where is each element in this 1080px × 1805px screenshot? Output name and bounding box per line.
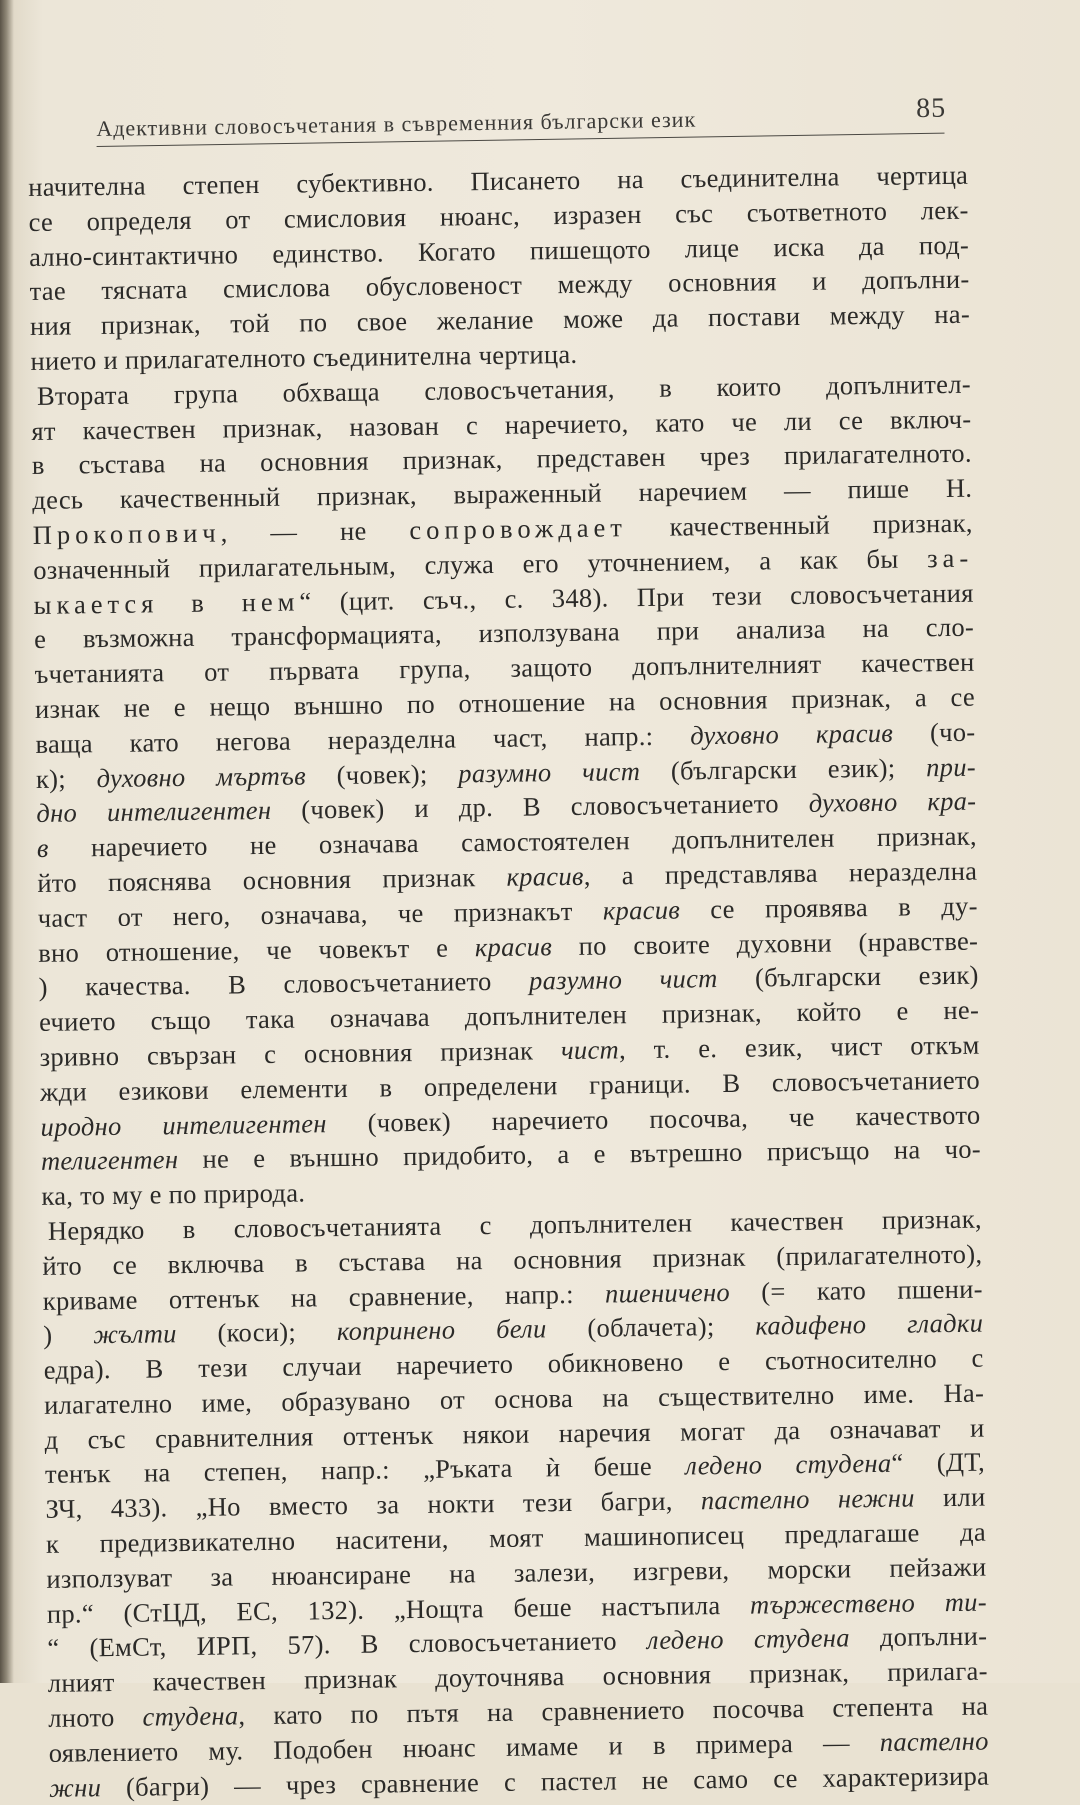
text-run: ) качества. В словосъчетанието: [38, 965, 530, 1003]
italic-example: духовно красив: [690, 717, 894, 751]
text-run: десь качественный признак, выраженный наречием — пише Н.: [32, 472, 973, 516]
text-run: (човек);: [305, 757, 459, 790]
italic-example: пшеничено: [604, 1276, 731, 1309]
text-run: , — не: [220, 515, 410, 548]
text-run: ално-синтактично единство. Когато пишещото лице иска да под-: [28, 229, 970, 272]
text-run: ваща като негова неразделна част, напр.:: [35, 720, 691, 759]
text-run: к предизвикателно наситени, моят машинописец предлагаше да: [45, 1516, 987, 1559]
text-run: (облачета);: [546, 1310, 756, 1344]
text-run: (човек) и др. В словосъчетанието: [271, 788, 809, 826]
text-run: ния признак, той по свое желание може да постави между на-: [29, 298, 971, 342]
text-run: вно отношение, че човекът е: [38, 931, 476, 968]
text-run: (= като пшени-: [729, 1273, 983, 1307]
text-run: йто пояснява основния признак: [37, 861, 507, 898]
text-run: (чо-: [892, 716, 976, 748]
italic-example: студена: [142, 1700, 239, 1732]
text-run: “ (цит. съч., с. 348). При тези словосъчетания: [299, 577, 974, 617]
body-text: [28, 158, 989, 1805]
text-run: тае тясната смислова обусловеност между основния и допълни-: [29, 264, 970, 307]
text-run: означенный прилагательным, служа его уточнением, а как бы: [33, 543, 928, 585]
italic-example: тържествено ти-: [749, 1586, 988, 1620]
text-run: се определя от смисловия нюанс, изразен със съответното лек-: [28, 194, 969, 237]
text-run: Нерядко в словосъчетанията с допълнителен качествен признак,: [47, 1203, 983, 1246]
text-run: лният качествен признак доуточнява основния признак, прилага-: [47, 1655, 988, 1699]
text-run: Втората група обхваща словосъчетания, в които допълнител-: [36, 368, 972, 411]
spaced-emphasis: сопровождает: [409, 512, 628, 546]
text-run: изнак не е нещо външно по отношение на основния признак, а се: [34, 681, 976, 724]
text-run: тенък на степен, напр.: „Ръката ѝ беше: [44, 1450, 686, 1490]
italic-example: ледено студена: [685, 1448, 892, 1481]
binding-shadow: [0, 0, 14, 1683]
text-run: нието и прилагателното съединителна чертица.: [30, 338, 578, 376]
text-run: зривно свързан с основния признак: [39, 1035, 562, 1072]
italic-example: пастелно нежни: [700, 1482, 915, 1516]
italic-example: при-: [925, 751, 977, 782]
text-run: ): [43, 1319, 94, 1351]
text-run: пр.“ (СтЦД, ЕС, 132). „Нощта беше настъпила: [46, 1589, 751, 1629]
text-run: (човек) наречието посочва, че качеството: [326, 1099, 981, 1138]
text-run: използуват за нюансиране на залези, изгреви, морски пейзажи: [46, 1551, 987, 1594]
text-run: д със сравнителния оттенък някои наречия могат да означават и: [44, 1412, 985, 1455]
text-run: ъчетанията от първата група, защото допълнителният качествен: [34, 646, 975, 690]
text-run: ка, то му е по природа.: [41, 1177, 306, 1212]
italic-example: разумно чист: [528, 963, 718, 996]
italic-example: духовно кра-: [808, 785, 977, 819]
text-run: оявлението му. Подобен нюанс имаме и в примера —: [48, 1726, 880, 1768]
text-run: (български език): [717, 959, 979, 994]
page-number: 85: [915, 92, 947, 125]
italic-example: жълти: [93, 1318, 177, 1350]
text-run: ечието също така означава допълнителен признак, който е не-: [38, 994, 980, 1038]
text-run: е възможна трансформацията, използувана при анализа на сло-: [33, 612, 975, 655]
italic-example: ледено студена: [646, 1622, 850, 1656]
italic-example: иродно интелигентен: [40, 1107, 327, 1142]
text-run: допълни-: [849, 1621, 988, 1653]
text-run: “ (ДТ,: [891, 1447, 986, 1479]
italic-example: пастелно: [879, 1725, 989, 1757]
text-run: , т. е. език, чист откъм: [618, 1029, 980, 1065]
text-run: (багри) — чрез сравнение с пастел не само се характеризира: [100, 1760, 990, 1802]
italic-example: красив: [474, 930, 553, 962]
text-run: лното: [48, 1701, 143, 1733]
italic-example: жни: [48, 1771, 102, 1803]
text-run: криваме оттенък на сравнение, напр.:: [42, 1278, 606, 1316]
text-run: , а представлява неразделна: [583, 855, 978, 891]
italic-example: в: [36, 832, 49, 864]
italic-example: кадифено гладки: [755, 1307, 984, 1341]
text-run: качественный признак,: [626, 507, 973, 543]
text-run: в състава на основния признак, представен чрез прилагателното.: [31, 438, 972, 481]
italic-example: телигентен: [40, 1144, 179, 1177]
text-run: ят качествен признак, назован с наречието, като че ли се включ-: [31, 403, 972, 446]
italic-example: чист: [560, 1034, 620, 1066]
text-run: по своите духовни (нравстве-: [551, 925, 979, 961]
spaced-emphasis: Прокопович: [32, 517, 221, 550]
text-run: начителна степен субективно. Писането на съединителна чертица: [28, 159, 969, 202]
text-run: к);: [35, 762, 97, 794]
italic-example: духовно мъртъв: [96, 759, 307, 793]
text-run: ЗЧ, 433). „Но вместо за нокти тези багри,: [45, 1485, 702, 1525]
text-run: част от него, означава, че признакът: [37, 895, 604, 933]
text-run: “ (ЕмСт, ИРП, 57). В словосъчетанието: [47, 1625, 648, 1664]
text-run: (български език);: [639, 751, 927, 786]
text-run: илагателно име, образувано от основа на съществително име. На-: [43, 1377, 985, 1420]
running-head: [96, 94, 976, 144]
spaced-emphasis: за-: [926, 542, 974, 574]
text-run: се проявява в ду-: [679, 890, 978, 925]
text-run: жди езикови елементи в определени граници. В словосъчетанието: [39, 1064, 981, 1107]
text-run: , като по пътя на сравнението посочва степента на: [238, 1690, 989, 1731]
text-run: йто се включва в състава на основния признак (прилагателното),: [42, 1238, 983, 1281]
running-head-title: Адективни словосъчетания в съвременния български език: [96, 106, 697, 141]
text-run: наречието не означава самостоятелен допълнителен признак,: [48, 820, 977, 863]
text-run: (коси);: [176, 1316, 338, 1349]
text-run: не е външно придобито, а е вътрешно присъщо на чо-: [178, 1133, 982, 1175]
italic-example: красив: [506, 860, 584, 892]
text-run: или: [914, 1481, 986, 1513]
italic-example: копринено бели: [336, 1313, 547, 1347]
italic-example: красив: [602, 894, 681, 926]
text-run: едра). В тези случаи наречието обикновено е съотносително с: [43, 1342, 984, 1385]
italic-example: разумно чист: [458, 755, 641, 788]
spaced-emphasis: ыкается в нем: [33, 586, 300, 620]
italic-example: дно интелигентен: [36, 795, 272, 829]
